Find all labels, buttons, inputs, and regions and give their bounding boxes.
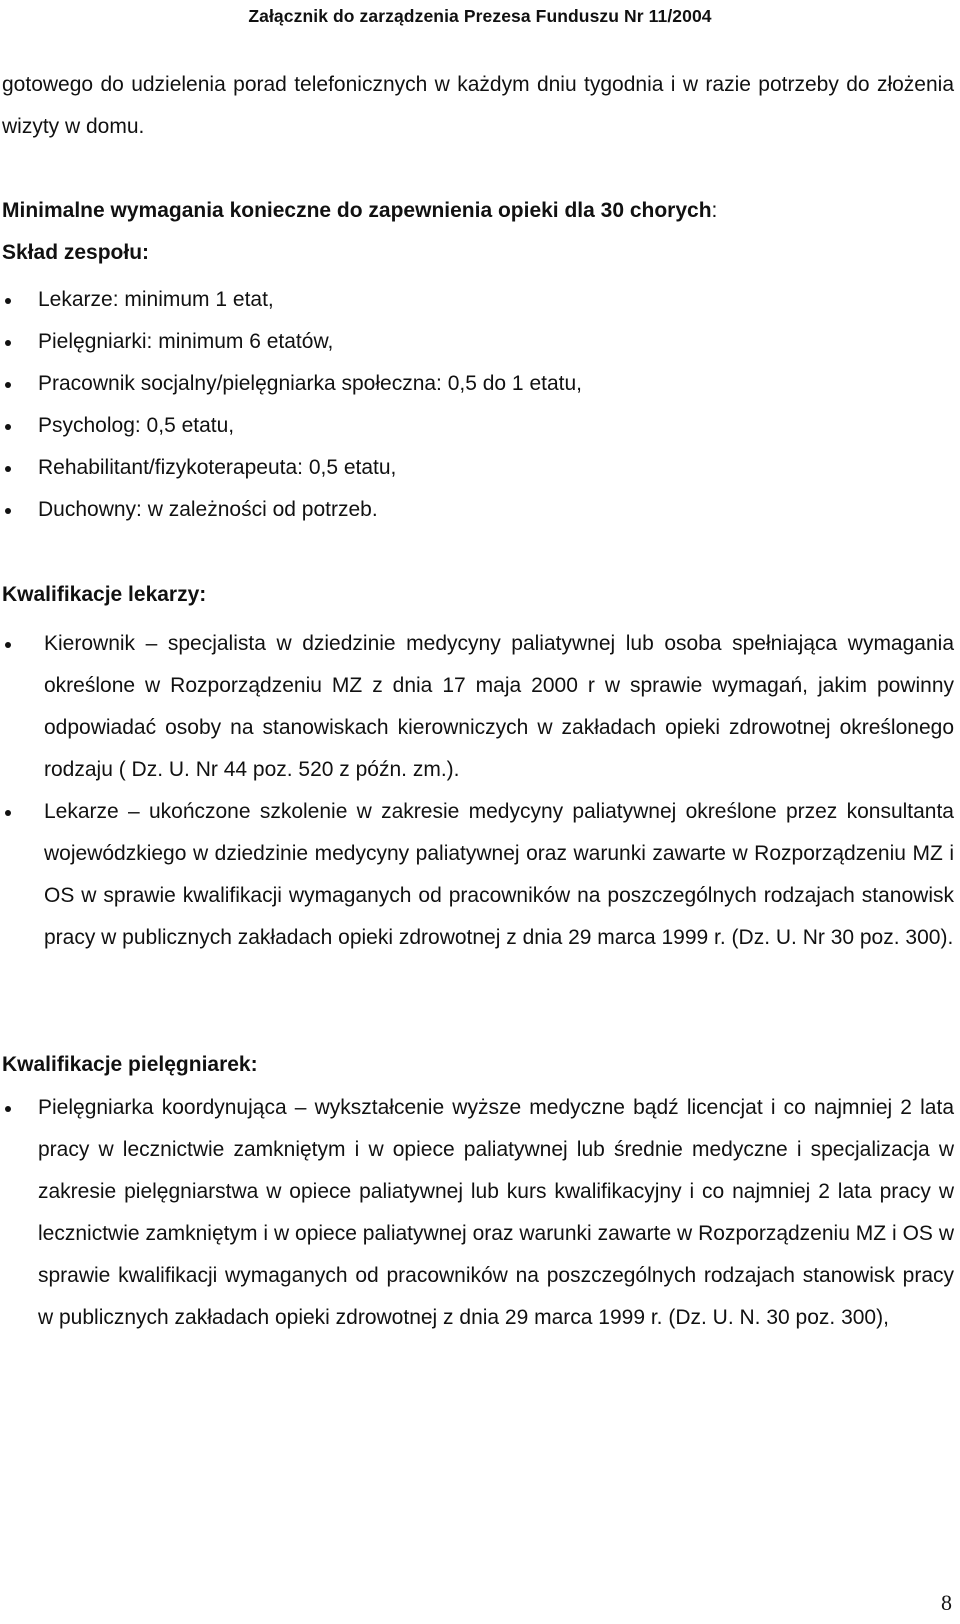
list-item-text: Pielęgniarka koordynująca – wykształcenie wyższe medyczne bądź licencjat i co najmniej 2 lata pracy w lecznictwie zamkniętym i w opiece paliatywnej lub średnie medyczne i specjalizacja w zakresie pielęgniarstwa w opiece paliatywnej lub kurs kwalifikacyjny i co najmniej 2 lata pracy w lecznictwie zamkniętym i w opiece paliatywnej oraz warunki zawarte w Rozporządzeniu MZ i OS w sprawie kwalifikacji wymaganych od pracowników na poszczególnych rodzajach stanowisk pracy w publicznych zakładach opieki zdrowotnej z dnia 29 marca 1999 r. (Dz. U. N. 30 poz. 300), [38,1096,954,1329]
list-item-text: Lekarze – ukończone szkolenie w zakresie medycyny paliatywnej określone przez konsultanta wojewódzkiego w dziedzinie medycyny paliatywnej oraz warunki zawarte w Rozporządzeniu MZ i OS w sprawie kwalifikacji wymaganych od pracowników na poszczególnych rodzajach stanowisk pracy w publicznych zakładach opieki zdrowotnej z dnia 29 marca 1999 r. (Dz. U. Nr 30 poz. 300). [44,800,954,949]
bullet-icon [5,298,11,304]
list-item [0,489,954,531]
nurses-list [0,1087,954,1339]
list-item-text: Duchowny: w zależności od potrzeb. [38,498,378,521]
bullet-icon [5,508,11,514]
bullet-icon [5,466,11,472]
list-item [0,405,954,447]
list-item [0,623,954,791]
doctors-list [0,623,954,959]
bullet-icon [5,382,11,388]
list-item [0,1087,954,1339]
minimum-requirements-heading [2,190,717,232]
bullet-icon [5,424,11,430]
list-item-text: Pracownik socjalny/pielęgniarka społeczna: 0,5 do 1 etatu, [38,372,582,395]
list-item [0,321,954,363]
bullet-icon [5,1106,11,1112]
bullet-icon [5,810,11,816]
team-composition-heading: Skład zespołu: [2,241,150,264]
bullet-icon [5,642,11,648]
doctors-qualifications-heading: Kwalifikacje lekarzy: [2,583,207,606]
list-item-text: Lekarze: minimum 1 etat, [38,288,274,311]
list-item-text: Kierownik – specjalista w dziedzinie medycyny paliatywnej lub osoba spełniająca wymagania określone w Rozporządzeniu MZ z dnia 17 maja 2000 r w sprawie wymagań, jakim powinny odpowiadać osoby na stanowiskach kierowniczych w zakładach opieki zdrowotnej określonego rodzaju ( Dz. U. Nr 44 poz. 520 z późn. zm.). [44,632,954,781]
minimum-requirements-title: Minimalne wymagania konieczne do zapewnienia opieki dla 30 chorych [2,199,712,222]
page-number: 8 [941,1590,952,1615]
list-item [0,791,954,959]
bullet-icon [5,340,11,346]
minimum-requirements-colon: : [711,199,718,222]
list-item-text: Rehabilitant/fizykoterapeuta: 0,5 etatu, [38,456,397,479]
team-list [0,279,954,531]
list-item [0,447,954,489]
list-item [0,279,954,321]
list-item-text: Psycholog: 0,5 etatu, [38,414,235,437]
page-header: Załącznik do zarządzenia Prezesa Funduszu Nr 11/2004 [248,6,712,26]
list-item-text: Pielęgniarki: minimum 6 etatów, [38,330,334,353]
list-item [0,363,954,405]
nurses-qualifications-heading: Kwalifikacje pielęgniarek: [2,1053,258,1076]
intro-paragraph: gotowego do udzielenia porad telefonicznych w każdym dniu tygodnia i w razie potrzeby do złożenia wizyty w domu. [2,73,954,138]
